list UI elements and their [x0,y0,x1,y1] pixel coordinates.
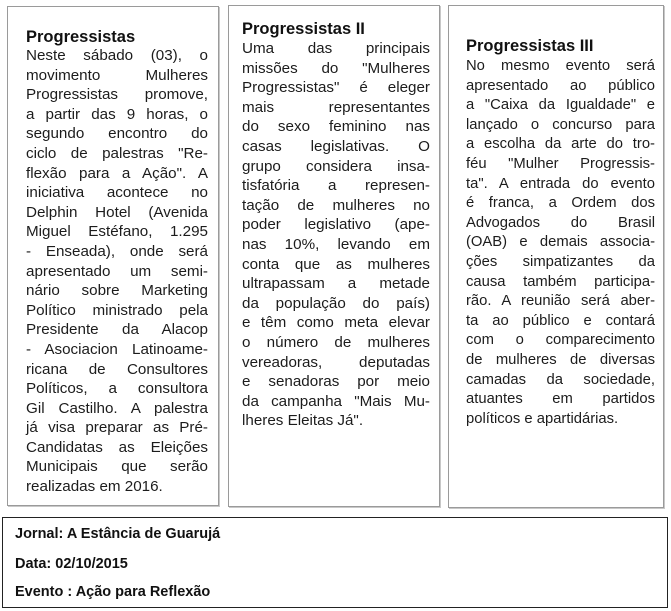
text-line: féu "Mulher Progressis- [466,155,655,172]
text-line: casas legislativas. O [242,137,430,155]
text-line: segundo encontro do [26,125,208,143]
text-line: - Enseada), onde será [26,242,208,260]
text-line: ta ao público e contará [466,312,655,329]
clipping-title: Progressistas [26,28,136,46]
text-line: nário sobre Marketing [26,282,208,300]
text-line: Delphin Hotel (Avenida [26,203,208,221]
text-line: apresentado um semi- [26,262,208,280]
text-line: a partir das 9 horas, o [26,105,208,123]
text-line: ricana de Consultores [26,360,208,378]
text-line: Gil Castilho. A palestra [26,399,208,417]
clipping-progressistas-ii [228,5,440,507]
text-line: camadas da sociedade, [466,371,655,388]
clipping-title: Progressistas II [242,20,365,38]
text-line: e têm como meta elevar [242,314,430,332]
text-line: Advogados do Brasil [466,214,655,231]
text-line: ciclo de palestras "Re- [26,144,208,162]
text-line: iniciativa acontece no [26,184,208,202]
text-line: Municipais que serão [26,458,208,476]
text-line: causa também participa- [466,273,655,290]
clipping-progressistas [7,6,219,506]
text-line: o número de mulheres [242,333,430,351]
clipping-body [466,57,655,429]
text-line: políticos e apartidárias. [466,410,619,427]
text-line: lheres Eleitas Já". [242,412,364,430]
event-label: Evento : Ação para Reflexão [15,584,211,600]
text-line: com o comparecimento [466,332,655,349]
text-line: ultrapassam a metade [242,275,430,293]
text-line: ta". A entrada do evento [466,175,655,192]
text-line: atuantes em partidos [466,391,655,408]
text-line: da campanha "Mais Mu- [242,392,430,410]
text-line: apresentado ao público [466,77,655,94]
clipping-title: Progressistas III [466,37,594,55]
clipping-progressistas-iii [448,5,664,508]
text-line: realizadas em 2016. [26,478,163,496]
text-line: Miguel Estéfano, 1.295 [26,223,208,241]
text-line: flexão para a Ação". A [26,164,208,182]
text-line: grupo considera insa- [242,157,430,175]
text-line: poder legislativo (ape- [242,216,430,234]
text-line: - Asociacion Latinoame- [26,340,208,358]
text-line: Uma das principais [242,40,430,57]
text-line: a "Caixa da Igualdade" e [466,97,655,114]
text-line: movimento Mulheres [26,66,208,84]
text-line: rão. A reunião será aber- [466,293,655,310]
text-line: (OAB) e demais associa- [466,234,655,251]
text-line: conta que as mulheres [242,255,430,273]
text-line: Progressistas" é eleger [242,79,430,97]
text-line: lançado o concurso para [466,116,655,133]
text-line: tisfatória a represen- [242,177,430,195]
text-line: ções simpatizantes da [466,253,655,270]
text-line: Progressistas promove, [26,86,208,104]
text-line: do sexo feminino nas [242,118,430,136]
text-line: missões do "Mulheres [242,59,430,77]
clipping-body [26,46,208,497]
text-line: vereadoras, deputadas [242,353,430,371]
text-line: nas 10%, levando em [242,235,430,253]
text-line: mais representantes [242,98,430,116]
text-line: é franca, a Ordem dos [466,195,655,212]
text-line: Neste sábado (03), o [26,47,208,64]
clipping-body [242,39,430,431]
text-line: de mulheres de diversas [466,351,655,368]
text-line: da população do país) [242,294,430,312]
newspaper-label: Jornal: A Estância de Guarujá [15,526,221,542]
text-line: tação de mulheres no [242,196,430,214]
text-line: a escolha da arte do tro- [466,136,655,153]
date-label: Data: 02/10/2015 [15,556,128,572]
source-info-box [2,517,668,608]
text-line: e senadoras por meio [242,373,430,391]
text-line: Políticos, a consultora [26,380,208,398]
text-line: No mesmo evento será [466,58,655,74]
text-line: Candidatas as Eleições [26,438,208,456]
text-line: já visa preparar as Pré- [26,419,208,437]
text-line: Presidente da Alacop [26,321,208,339]
text-line: Político ministrado pela [26,301,208,319]
